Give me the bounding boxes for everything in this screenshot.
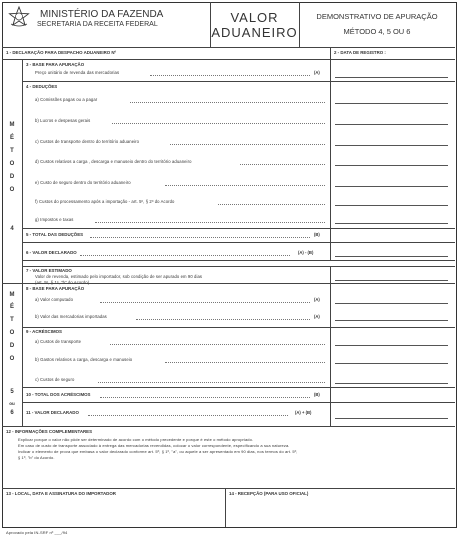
field-3-text: Preço unitário de revenda das mercadorias — [35, 70, 120, 75]
addition-c-label: c) Custos de seguro — [35, 377, 75, 382]
field-11-ref: (A) + (B) — [295, 410, 312, 415]
side-letter-bottom-4: O — [9, 330, 15, 336]
brazil-coat-of-arms-icon — [8, 6, 30, 28]
method-title: MÉTODO 4, 5 OU 6 — [343, 27, 411, 36]
base-b-label: b) Valor das mercadorias importadas — [35, 314, 107, 319]
addition-b-value-line[interactable] — [335, 363, 448, 364]
field-13-label: 13 - LOCAL, DATA E ASSINATURA DO IMPORTADOR — [6, 491, 116, 496]
side-letter-top-3: T — [10, 148, 14, 154]
field-12-line3: Indicar o elemento de prova que embasa o valor declarado conforme art. 5º, § 1º, "a", ou aquele a ser apresentado em 90 dias, nos termos do art. 5º, — [18, 449, 298, 454]
deduction-c-value-line[interactable] — [335, 145, 448, 146]
deduction-e-label: e) Custo de seguro dentro do território aduaneiro — [35, 180, 131, 185]
field-12-line2: Em caso de custo de transporte associado à entrega das mercadorias revendidas, colocar o valor correspondente, especificando a sua natureza. — [18, 443, 290, 448]
side-letter-top-4: O — [9, 161, 15, 167]
field-9-label: 9 - ACRÉSCIMOS — [26, 329, 62, 334]
field-5-label: 5 - TOTAL DAS DEDUÇÕES — [26, 232, 84, 237]
field-6-label: 6 - VALOR DECLARADO — [26, 250, 77, 255]
side-letter-bottom-7: 5 — [10, 389, 14, 395]
field-3-value-line[interactable] — [335, 77, 448, 78]
deduction-f-value-line[interactable] — [335, 205, 448, 206]
field-12-label: 12 - INFORMAÇÕES COMPLEMENTARES — [6, 429, 93, 434]
field-6-value-line[interactable] — [335, 256, 448, 257]
side-letter-bottom-8: ou — [9, 401, 15, 406]
deduction-b-label: b) Lucros e despesas gerais — [35, 118, 91, 123]
field-12-line1: Explicar porque o valor não pôde ser determinado de acordo com o método precedente e porque é este o método apropriado. — [18, 437, 254, 442]
field-5-ref: (B) — [314, 232, 320, 237]
deduction-a-value-line[interactable] — [335, 103, 448, 104]
side-letter-top-2: É — [9, 135, 14, 141]
deduction-d-label: d) Custos relativos a carga , descarga e manuseio dentro do território aduaneiro — [35, 159, 192, 164]
base-a-label: a) Valor computado — [35, 297, 74, 302]
ministry-name: MINISTÉRIO DA FAZENDA — [40, 9, 164, 20]
field-7-line2: (art. 5º, § 1º, "b" do Acordo) — [35, 280, 90, 285]
addition-c-value-line[interactable] — [335, 383, 448, 384]
side-letter-bottom-1: M — [9, 292, 15, 298]
field-14-input-area[interactable] — [228, 498, 453, 526]
field-3-ref: (A) — [314, 70, 320, 75]
side-letter-top-7: 4 — [10, 226, 14, 232]
side-letter-top-1: M — [9, 122, 15, 128]
side-letter-top-6: O — [9, 187, 15, 193]
side-letter-bottom-5: D — [9, 343, 15, 349]
field-7-value-line[interactable] — [335, 280, 448, 281]
field-1-label: 1 - DECLARAÇÃO PARA DESPACHO ADUANEIRO Nº — [6, 50, 117, 55]
base-a-value-line[interactable] — [335, 303, 448, 304]
addition-b-label: b) Gastos relativos a carga, descarga e manuseio — [35, 357, 133, 362]
approval-footer: Aprovado pela IN-SRF nº ___/94 — [6, 530, 68, 535]
side-letter-bottom-6: O — [9, 356, 15, 362]
side-letter-bottom-2: É — [9, 304, 14, 310]
field-6-ref: (A) - (B) — [298, 250, 314, 255]
deduction-d-value-line[interactable] — [335, 165, 448, 166]
field-7-line1: Valor de revenda, estimado pelo importador, sob condição de ser apurado em 90 dias — [35, 274, 203, 279]
field-11-label: 11 - VALOR DECLARADO — [26, 410, 79, 415]
secretariat-name: SECRETARIA DA RECEITA FEDERAL — [37, 21, 158, 28]
deduction-e-value-line[interactable] — [335, 186, 448, 187]
form-title-line2: ADUANEIRO — [211, 25, 298, 40]
side-letter-bottom-9: 6 — [10, 410, 14, 416]
deduction-c-label: c) Custos de transporte dentro do território aduaneiro — [35, 139, 140, 144]
field-13-input-area[interactable] — [4, 498, 222, 526]
addition-a-value-line[interactable] — [335, 345, 448, 346]
base-b-ref: (A) — [314, 314, 320, 319]
demonstrative-title: DEMONSTRATIVO DE APURAÇÃO — [316, 12, 438, 21]
deduction-a-label: a) Comissões pagas ou a pagar — [35, 97, 98, 102]
side-letter-top-5: D — [9, 174, 15, 180]
base-b-value-line[interactable] — [335, 320, 448, 321]
field-12-input-area[interactable] — [4, 462, 454, 487]
field-7-label: 7 - VALOR ESTIMADO — [26, 268, 72, 273]
base-a-ref: (A) — [314, 297, 320, 302]
deduction-b-value-line[interactable] — [335, 124, 448, 125]
form-title-line1: VALOR — [230, 10, 279, 25]
field-2-label: 2 - DATA DE REGISTRO : — [334, 50, 386, 55]
field-8-label: 8 - BASE PARA APURAÇÃO — [26, 286, 85, 291]
side-letter-bottom-3: T — [10, 317, 14, 323]
field-4-label: 4 - DEDUÇÕES — [26, 84, 58, 89]
field-12-line4: § 1º, "b" do Acordo. — [18, 455, 55, 460]
deduction-f-label: f) Custos do processamento após a importação - art. 5º, § 2º do Acordo — [35, 199, 175, 204]
field-11-value-line[interactable] — [335, 418, 448, 419]
addition-a-label: a) Custos de transporte — [35, 339, 82, 344]
deduction-g-value-line[interactable] — [335, 223, 448, 224]
deduction-g-label: g) Impostos e taxas — [35, 217, 74, 222]
field-14-label: 14 - RECEPÇÃO (PARA USO OFICIAL) — [229, 491, 309, 496]
field-10-label: 10 - TOTAL DOS ACRÉSCIMOS — [26, 392, 91, 397]
field-3-label: 3 - BASE PARA APURAÇÃO — [26, 62, 85, 67]
field-10-ref: (B) — [314, 392, 320, 397]
